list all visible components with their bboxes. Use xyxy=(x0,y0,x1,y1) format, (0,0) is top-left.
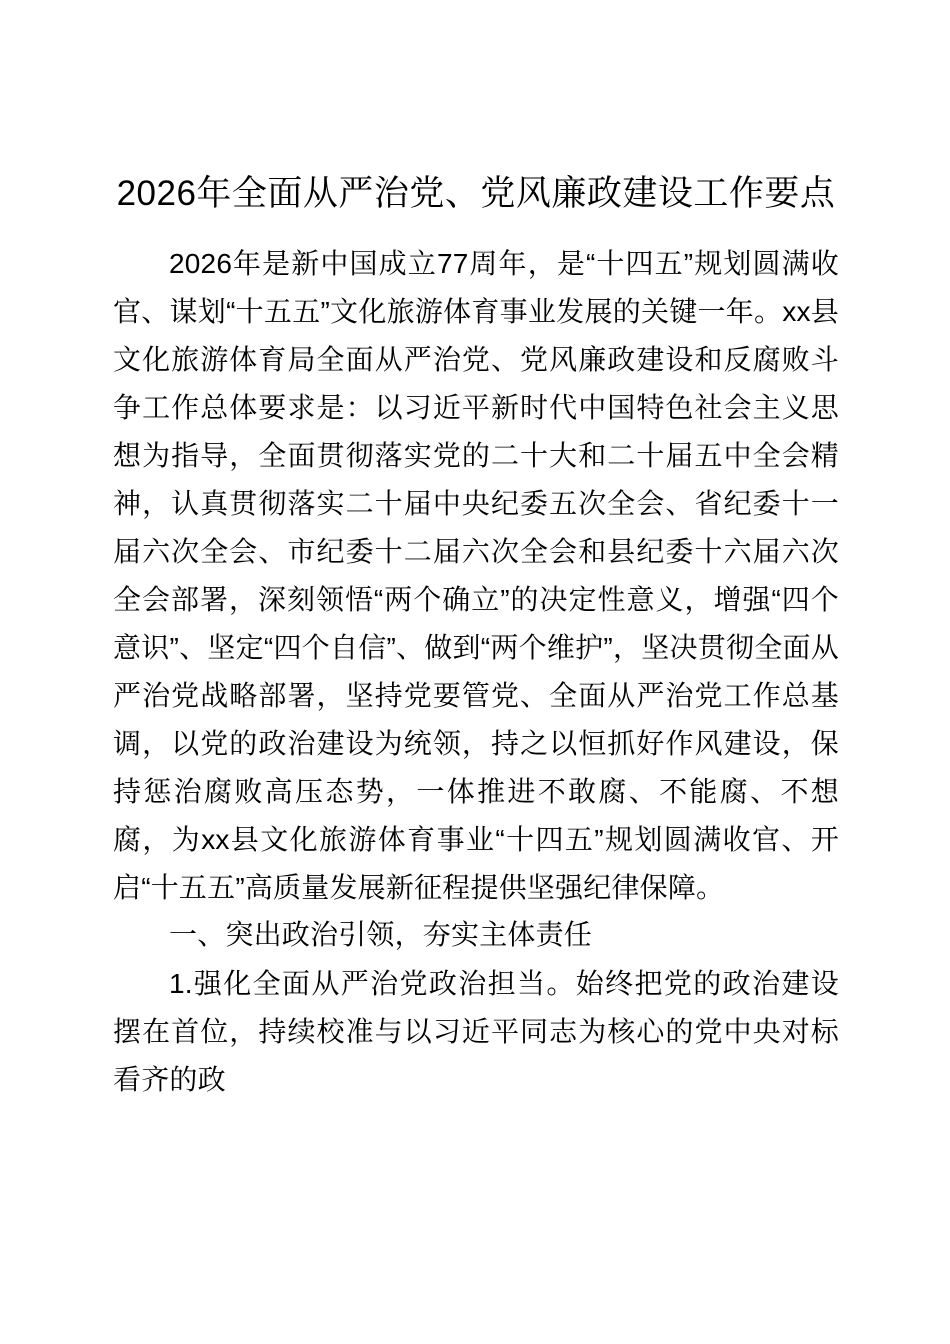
document-content xyxy=(113,170,839,1104)
section-heading-one: 一、突出政治引领，夯实主体责任 xyxy=(169,920,593,951)
opening-paragraph: 2026年是新中国成立77周年，是“十四五”规划圆满收官、谋划“十五五”文化旅游体育事业发展的关键一年。xx县文化旅游体育局全面从严治党、党风廉政建设和反腐败斗争工作总体要求是：以习近平新时代中国特色社会主义思想为指导，全面贯彻落实党的二十大和二十届五中全会精神，认真贯彻落实二十届中央纪委五次全会、省纪委十一届六次全会、市纪委十二届六次全会和县纪委十六届六次全会部署，深刻领悟“两个确立”的决定性意义，增强“四个意识”、坚定“四个自信”、做到“两个维护”，坚决贯彻全面从严治党战略部署，坚持党要管党、全面从严治党工作总基调，以党的政治建设为统领，持之以恒抓好作风建设，保持惩治腐败高压态势，一体推进不敢腐、不能腐、不想腐，为xx县文化旅游体育事业“十四五”规划圆满收官、开启“十五五”高质量发展新征程提供坚强纪律保障。 xyxy=(113,248,839,903)
numbered-item-one: 1.强化全面从严治党政治担当。始终把党的政治建设摆在首位，持续校准与以习近平同志为核心的党中央对标看齐的政 xyxy=(113,968,839,1095)
page-title: 2026年全面从严治党、党风廉政建设工作要点 xyxy=(116,174,836,213)
